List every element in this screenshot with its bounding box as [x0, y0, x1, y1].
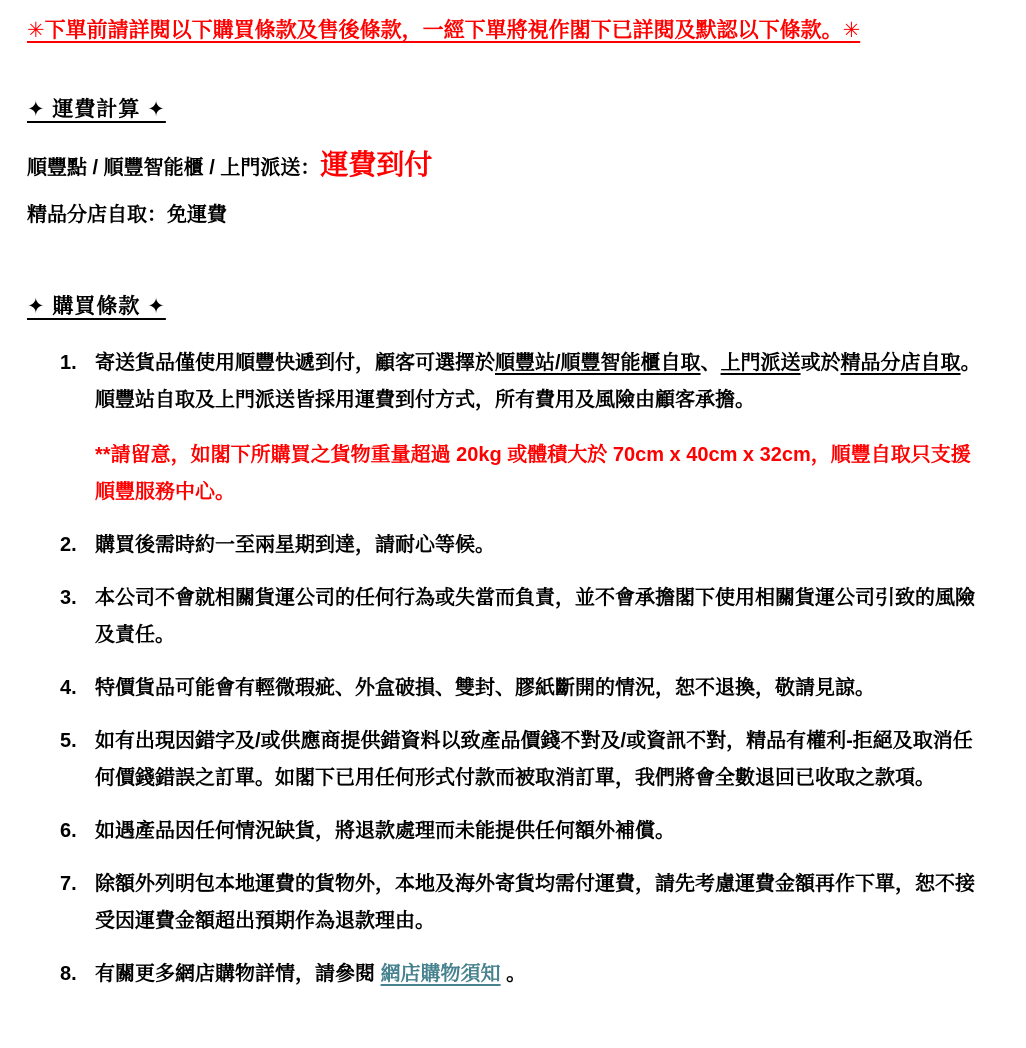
store-shopping-guide-link[interactable]: 網店購物須知: [380, 963, 501, 985]
term-number-3: 3.: [60, 587, 77, 609]
free-shipping-value: 免運費: [167, 204, 227, 226]
shipping-methods-label: 順豐點 / 順豐智能櫃 / 上門派送：: [27, 157, 321, 179]
term-text-3: 本公司不會就相關貨運公司的任何行為或失當而負責，並不會承擔閣下使用相關貨運公司引致的風險及責任。: [95, 587, 975, 646]
term-number-7: 7.: [60, 873, 77, 895]
term-number-8: 8.: [60, 963, 77, 985]
store-pickup-label: 精品分店自取：: [27, 204, 167, 226]
term-body-4: [95, 670, 987, 707]
term-number-5: 5.: [60, 730, 77, 752]
term-text-8: [95, 956, 987, 993]
term-item-1: [60, 345, 1012, 511]
term-1-seg-pre: 寄送貨品僅使用順豐快遞到付，顧客可選擇於: [95, 352, 495, 374]
term-body-8: [95, 956, 987, 993]
term-item-2: [60, 527, 1012, 564]
term-text-6: 如遇產品因任何情況缺貨，將退款處理而未能提供任何額外補償。: [95, 820, 675, 842]
purchase-terms-heading: ✦ 購買條款 ✦: [27, 295, 166, 318]
term-body-7: [95, 866, 987, 940]
term-8-seg-post: 。: [500, 963, 527, 985]
term-body-1: [95, 345, 987, 511]
term-body-6: [95, 813, 987, 850]
term-1-underline-home-delivery: 上門派送: [720, 352, 801, 374]
term-body-2: [95, 527, 987, 564]
freight-collect-value: 運費到付: [320, 149, 433, 180]
term-text-5: 如有出現因錯字及/或供應商提供錯資料以致產品價錢不對及/或資訊不對，精品有權利-拒絕及取消任何價錢錯誤之訂單。如閣下已用任何形式付款而被取消訂單，我們將會全數退回已收取之款項。: [95, 730, 973, 789]
term-body-3: [95, 580, 987, 654]
term-text-1: [95, 345, 987, 419]
term-item-7: [60, 866, 1012, 940]
shipping-fee-heading: ✦ 運費計算 ✦: [27, 98, 166, 121]
term-body-5: [95, 723, 987, 797]
term-number-1: 1.: [60, 352, 77, 374]
term-1-underline-sf-station: 順豐站/順豐智能櫃自取: [495, 352, 701, 374]
term-item-8: [60, 956, 1012, 993]
term-item-3: [60, 580, 1012, 654]
term-text-2: 購買後需時約一至兩星期到達，請耐心等候。: [95, 534, 495, 556]
pre-order-notice: ✳下單前請詳閱以下購買條款及售後條款，一經下單將視作閣下已詳閱及默認以下條款。✳: [27, 19, 861, 42]
term-item-5: [60, 723, 1012, 797]
term-number-2: 2.: [60, 534, 77, 556]
term-item-6: [60, 813, 1012, 850]
term-text-4: 特價貨品可能會有輕微瑕疵、外盒破損、雙封、膠紙斷開的情況，恕不退換，敬請見諒。: [95, 677, 875, 699]
term-1-seg-mid2: 或於: [800, 352, 841, 374]
term-number-4: 4.: [60, 677, 77, 699]
store-pickup-line: [27, 201, 1012, 230]
term-text-7: 除額外列明包本地運費的貨物外，本地及海外寄貨均需付運費，請先考慮運費金額再作下單，恕不接受因運費金額超出預期作為退款理由。: [95, 873, 975, 932]
weight-size-warning-note: **請留意，如閣下所購買之貨物重量超過 20kg 或體積大於 70cm x 40cm x 32cm，順豐自取只支援順豐服務中心。: [95, 444, 971, 503]
term-number-6: 6.: [60, 820, 77, 842]
term-1-seg-post: 。順豐站自取及上門派送皆採用運費到付方式，所有費用及風險由顧客承擔。: [95, 352, 981, 411]
shipping-methods-line: [27, 146, 1012, 187]
term-1-underline-store-pickup: 精品分店自取: [840, 352, 961, 374]
term-item-4: [60, 670, 1012, 707]
term-8-seg-pre: 有關更多網店購物詳情，請參閱: [95, 963, 381, 985]
terms-list: [27, 345, 1012, 993]
term-1-seg-mid1: 、: [700, 352, 721, 374]
